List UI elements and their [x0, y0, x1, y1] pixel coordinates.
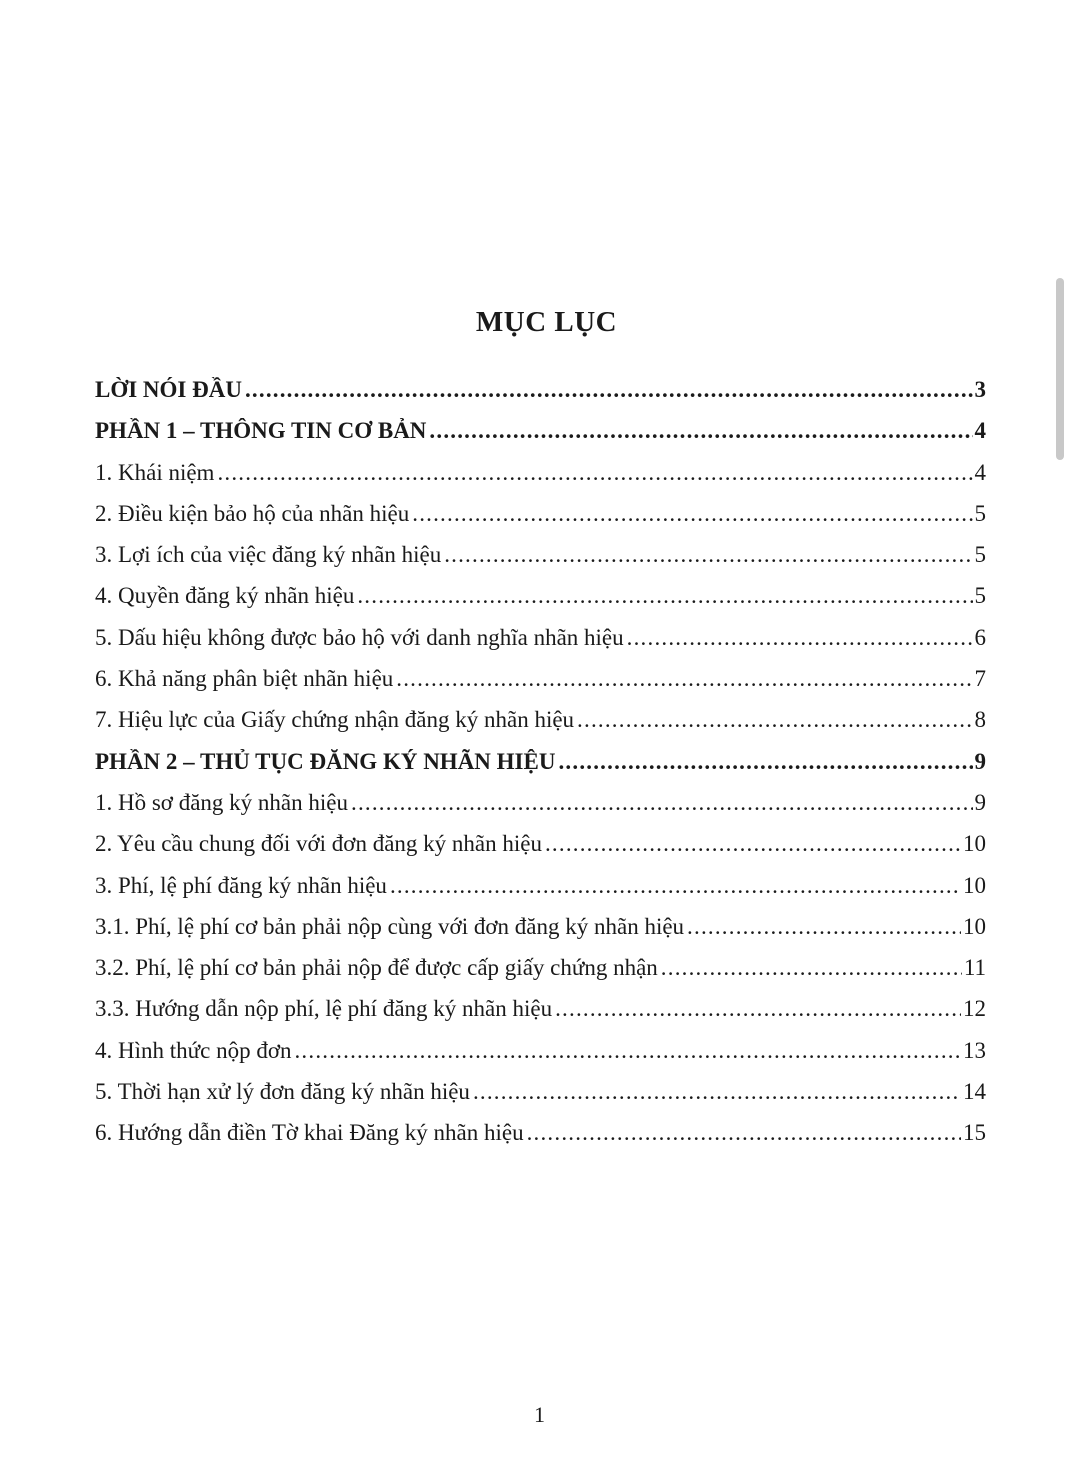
toc-entry-label: 6. Hướng dẫn điền Tờ khai Đăng ký nhãn hiệu: [95, 1120, 524, 1146]
toc-dot-leader: [627, 625, 973, 651]
toc-entry-page: 12: [963, 996, 986, 1022]
toc-dot-leader: [390, 873, 961, 899]
toc-dot-leader: [545, 831, 961, 857]
toc-entry-page: 5: [974, 500, 986, 526]
toc-entry-label: 6. Khả năng phân biệt nhãn hiệu: [95, 666, 394, 692]
toc-dot-leader: [294, 1038, 961, 1064]
toc-entry-label: 3. Lợi ích của việc đăng ký nhãn hiệu: [95, 542, 442, 568]
toc-entry[interactable]: [95, 1079, 986, 1120]
toc-dot-leader: [555, 996, 961, 1022]
toc-entry-page: 5: [974, 542, 986, 568]
toc-dot-leader: [473, 1079, 961, 1105]
toc-dot-leader: [217, 460, 972, 486]
page-title: MỤC LỤC: [475, 306, 618, 338]
toc-entry-label: 7. Hiệu lực của Giấy chứng nhận đăng ký nhãn hiệu: [95, 707, 575, 733]
toc-dot-leader: [444, 542, 972, 568]
toc-entry-page: 3: [974, 377, 986, 402]
toc-entry[interactable]: [95, 460, 986, 501]
toc-entry-page: 9: [974, 789, 986, 815]
toc-entry[interactable]: [95, 790, 986, 831]
toc-entry-label: 1. Khái niệm: [95, 459, 215, 485]
toc-entry-label: 3.2. Phí, lệ phí cơ bản phải nộp để được cấp giấy chứng nhận: [95, 955, 658, 981]
toc-entry-page: 6: [974, 624, 986, 650]
toc-entry[interactable]: [95, 583, 986, 624]
toc-entry-page: 10: [963, 872, 986, 898]
toc-entry-label: PHẦN 2 – THỦ TỤC ĐĂNG KÝ NHÃN HIỆU: [95, 748, 556, 774]
toc-entry-label: 1. Hồ sơ đăng ký nhãn hiệu: [95, 789, 348, 815]
toc-entry-label: 5. Thời hạn xử lý đơn đăng ký nhãn hiệu: [95, 1079, 470, 1105]
toc-entry-page: 9: [974, 748, 986, 774]
table-of-contents: [95, 377, 986, 1162]
toc-dot-leader: [412, 501, 972, 527]
toc-entry-label: 3.1. Phí, lệ phí cơ bản phải nộp cùng với đơn đăng ký nhãn hiệu: [95, 913, 685, 939]
toc-entry[interactable]: [95, 914, 986, 955]
toc-entry-label: 4. Hình thức nộp đơn: [95, 1037, 292, 1063]
toc-entry[interactable]: [95, 1120, 986, 1161]
toc-entry-page: 15: [963, 1120, 986, 1146]
toc-entry[interactable]: [95, 501, 986, 542]
page-number: 1: [534, 1402, 545, 1427]
toc-dot-leader: [687, 914, 961, 940]
toc-entry[interactable]: [95, 377, 986, 418]
toc-entry[interactable]: [95, 666, 986, 707]
toc-entry-label: PHẦN 1 – THÔNG TIN CƠ BẢN: [95, 418, 427, 444]
toc-dot-leader: [351, 790, 973, 816]
toc-entry-label: LỜI NÓI ĐẦU: [95, 377, 242, 402]
toc-dot-leader: [661, 955, 962, 981]
toc-dot-leader: [396, 666, 972, 692]
toc-entry[interactable]: [95, 873, 986, 914]
toc-dot-leader: [558, 749, 972, 775]
toc-entry-page: 11: [963, 955, 986, 981]
toc-entry-page: 14: [963, 1079, 986, 1105]
toc-entry[interactable]: [95, 707, 986, 748]
toc-entry[interactable]: [95, 418, 986, 459]
toc-entry-label: 5. Dấu hiệu không được bảo hộ với danh nghĩa nhãn hiệu: [95, 624, 624, 650]
scrollbar-thumb[interactable]: [1056, 278, 1064, 460]
toc-entry[interactable]: [95, 996, 986, 1037]
toc-entry-page: 8: [974, 707, 986, 733]
toc-entry[interactable]: [95, 955, 986, 996]
toc-dot-leader: [527, 1120, 961, 1146]
toc-dot-leader: [577, 707, 972, 733]
toc-entry-label: 3.3. Hướng dẫn nộp phí, lệ phí đăng ký nhãn hiệu: [95, 996, 553, 1022]
toc-entry[interactable]: [95, 1038, 986, 1079]
toc-dot-leader: [429, 418, 972, 444]
toc-entry[interactable]: [95, 831, 986, 872]
toc-entry-label: 3. Phí, lệ phí đăng ký nhãn hiệu: [95, 872, 387, 898]
toc-entry-page: 5: [974, 583, 986, 609]
toc-entry-label: 2. Điều kiện bảo hộ của nhãn hiệu: [95, 500, 410, 526]
toc-entry-page: 10: [963, 913, 986, 939]
toc-entry[interactable]: [95, 625, 986, 666]
toc-entry-page: 4: [974, 459, 986, 485]
toc-dot-leader: [357, 583, 972, 609]
toc-entry-label: 4. Quyền đăng ký nhãn hiệu: [95, 583, 355, 609]
toc-entry-page: 13: [963, 1037, 986, 1063]
toc-entry[interactable]: [95, 749, 986, 790]
toc-entry-page: 7: [974, 666, 986, 692]
toc-entry[interactable]: [95, 542, 986, 583]
toc-entry-label: 2. Yêu cầu chung đối với đơn đăng ký nhãn hiệu: [95, 831, 542, 857]
toc-entry-page: 10: [963, 831, 986, 857]
toc-entry-page: 4: [974, 418, 986, 444]
toc-dot-leader: [245, 377, 973, 403]
